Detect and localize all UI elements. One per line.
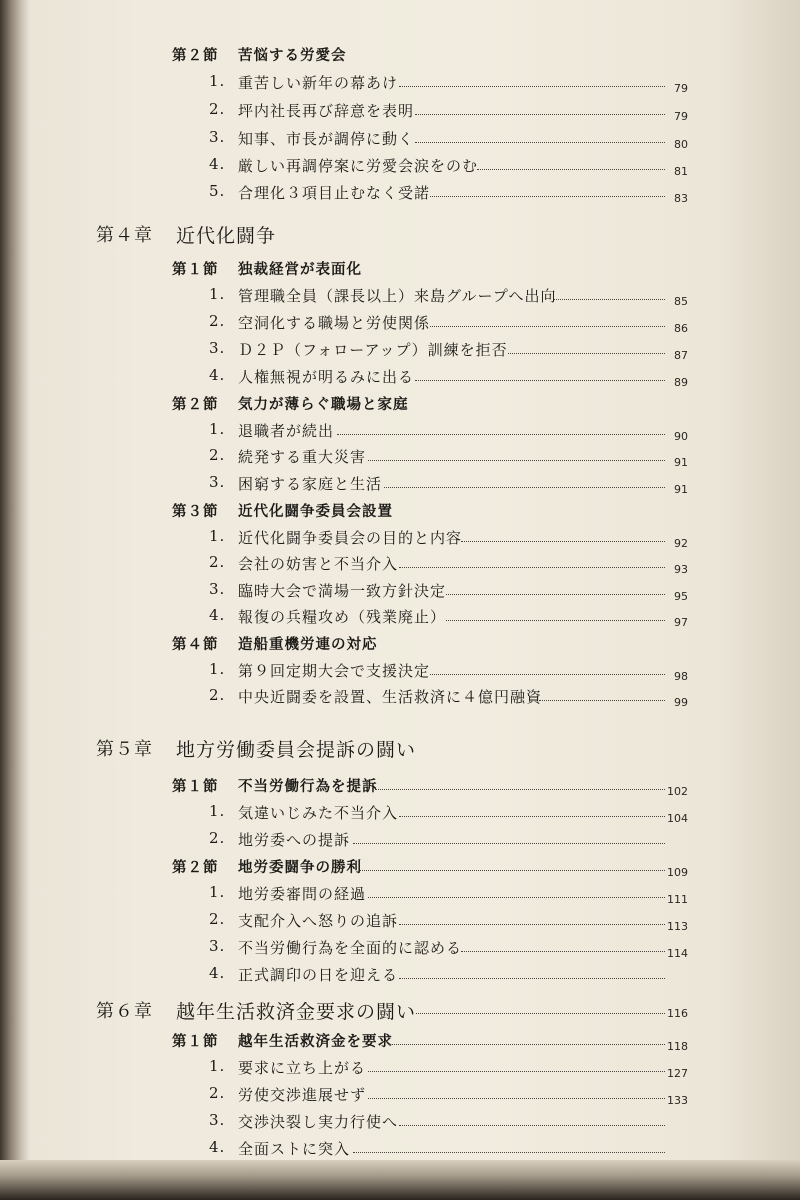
section-title: 不当労働行為を提訴 (238, 779, 378, 795)
item-title: 会社の妨害と不当介入 (238, 555, 399, 573)
page-number: 80 (674, 138, 688, 151)
toc-item (0, 829, 800, 855)
page-number: 81 (674, 165, 688, 178)
toc-item (0, 1084, 800, 1110)
page-number: 102 (667, 785, 688, 798)
item-number: 4. (209, 606, 226, 624)
section-title: 近代化闘争委員会設置 (238, 504, 393, 520)
section-title: 独裁経営が表面化 (238, 262, 362, 278)
item-number: 1. (209, 285, 226, 303)
item-title: 臨時大会で満場一致方針決定 (238, 582, 447, 600)
section-number: 第２節 (172, 48, 219, 64)
item-title: Ｄ２Ｐ（フォローアップ）訓練を拒否 (238, 341, 508, 359)
section-number: 第４節 (172, 637, 219, 653)
page-number: 86 (674, 322, 688, 335)
item-number: 3. (209, 580, 226, 598)
item-number: 1. (209, 420, 226, 438)
item-title: 困窮する家庭と生活 (238, 475, 383, 493)
toc-item (0, 686, 800, 712)
page-number: 95 (674, 590, 688, 603)
page-number: 97 (674, 616, 688, 629)
dot-leader (399, 1125, 665, 1126)
toc-item (0, 910, 800, 936)
toc-item (0, 446, 800, 472)
item-title: 報復の兵糧攻め（残業廃止） (238, 608, 447, 626)
dot-leader (384, 487, 665, 488)
dot-leader (389, 1044, 665, 1045)
page-number: 87 (674, 349, 688, 362)
item-title: 合理化３項目止むなく受諾 (238, 184, 431, 202)
toc-section (0, 633, 800, 659)
toc-section (0, 500, 800, 526)
item-number: 1. (209, 802, 226, 820)
toc-section (0, 775, 800, 801)
item-number: 3. (209, 128, 226, 146)
page-number: 92 (674, 537, 688, 550)
item-number: 4. (209, 155, 226, 173)
section-number: 第３節 (172, 504, 219, 520)
item-number: 2. (209, 686, 226, 704)
item-number: 2. (209, 312, 226, 330)
item-title: 不当労働行為を全面的に認める (238, 939, 463, 957)
dot-leader (368, 897, 665, 898)
page-number: 91 (674, 456, 688, 469)
item-number: 1. (209, 527, 226, 545)
toc-item (0, 72, 800, 98)
toc-section (0, 44, 800, 70)
section-number: 第１節 (172, 779, 219, 795)
item-title: 管理職全員（課長以上）来島グループへ出向 (238, 287, 557, 305)
item-title: 地労委への提訴 (238, 831, 351, 849)
toc-item (0, 473, 800, 499)
toc-section (0, 856, 800, 882)
item-title: 気違いじみた不当介入 (238, 804, 399, 822)
page-bottom-edge (0, 1160, 800, 1200)
toc-item (0, 312, 800, 338)
item-title: 第９回定期大会で支援決定 (238, 662, 431, 680)
item-number: 2. (209, 446, 226, 464)
page-number: 79 (674, 82, 688, 95)
item-title: 重苦しい新年の幕あけ (238, 74, 399, 92)
item-number: 2. (209, 553, 226, 571)
toc-item (0, 883, 800, 909)
item-number: 4. (209, 366, 226, 384)
chapter-number: 第６章 (96, 1001, 153, 1022)
toc-item (0, 802, 800, 828)
section-number: 第１節 (172, 1034, 219, 1050)
item-title: 要求に立ち上がる (238, 1059, 367, 1077)
dot-leader (353, 843, 665, 844)
toc-item (0, 580, 800, 606)
item-title: 交渉決裂し実力行使へ (238, 1113, 399, 1131)
section-title: 造船重機労連の対応 (238, 637, 378, 653)
item-title: 坪内社長再び辞意を表明 (238, 102, 415, 120)
toc-item (0, 964, 800, 990)
item-number: 2. (209, 100, 226, 118)
section-number: 第２節 (172, 397, 219, 413)
section-number: 第２節 (172, 860, 219, 876)
toc-item (0, 339, 800, 365)
page-number: 127 (667, 1067, 688, 1080)
dot-leader (399, 816, 665, 817)
toc-item (0, 1111, 800, 1137)
toc-item (0, 553, 800, 579)
toc-item (0, 182, 800, 208)
chapter-number: 第４章 (96, 225, 153, 246)
toc-item (0, 937, 800, 963)
item-title: 空洞化する職場と労使関係 (238, 314, 431, 332)
item-number: 1. (209, 660, 226, 678)
item-number: 3. (209, 339, 226, 357)
item-title: 近代化闘争委員会の目的と内容 (238, 529, 463, 547)
toc-item (0, 100, 800, 126)
toc-item (0, 420, 800, 446)
item-title: 支配介入へ怒りの追訴 (238, 912, 399, 930)
toc-chapter (0, 221, 800, 247)
item-title: 退職者が続出 (238, 422, 335, 440)
page-number: 109 (667, 866, 688, 879)
toc-section (0, 393, 800, 419)
toc-item (0, 1057, 800, 1083)
dot-leader (368, 1071, 665, 1072)
chapter-title: 地方労働委員会提訴の闘い (176, 739, 417, 761)
dot-leader (337, 434, 665, 435)
section-title: 地労委闘争の勝利 (238, 860, 362, 876)
item-number: 1. (209, 72, 226, 90)
dot-leader (368, 1098, 665, 1099)
item-title: 全面ストに突入 (238, 1140, 351, 1158)
page-number: 90 (674, 430, 688, 443)
page-number: 113 (667, 920, 688, 933)
page-number: 118 (667, 1040, 688, 1053)
page-number: 104 (667, 812, 688, 825)
page-number: 111 (667, 893, 688, 906)
chapter-number: 第５章 (96, 739, 153, 760)
page-number: 91 (674, 483, 688, 496)
toc-chapter (0, 997, 800, 1023)
dot-leader (375, 789, 665, 790)
dot-leader (399, 924, 665, 925)
dot-leader (368, 460, 665, 461)
toc-chapter (0, 735, 800, 761)
item-title: 厳しい再調停案に労愛会涙をのむ (238, 157, 479, 175)
toc-item (0, 366, 800, 392)
item-number: 4. (209, 964, 226, 982)
page-number: 89 (674, 376, 688, 389)
item-number: 3. (209, 1111, 226, 1129)
section-title: 越年生活救済金を要求 (238, 1034, 393, 1050)
page-number: 99 (674, 696, 688, 709)
page-number: 85 (674, 295, 688, 308)
page-number: 98 (674, 670, 688, 683)
toc-item (0, 606, 800, 632)
item-number: 4. (209, 1138, 226, 1156)
dot-leader (399, 978, 665, 979)
item-title: 正式調印の日を迎える (238, 966, 399, 984)
page-number: 116 (667, 1007, 688, 1020)
toc-item (0, 285, 800, 311)
item-title: 地労委審問の経過 (238, 885, 367, 903)
item-number: 5. (209, 182, 226, 200)
page-number: 93 (674, 563, 688, 576)
item-number: 1. (209, 1057, 226, 1075)
item-title: 人権無視が明るみに出る (238, 368, 415, 386)
toc-item (0, 527, 800, 553)
page-number: 83 (674, 192, 688, 205)
toc-item (0, 660, 800, 686)
item-title: 中央近闘委を設置、生活救済に４億円融資 (238, 688, 543, 706)
dot-leader (353, 1152, 665, 1153)
dot-leader (360, 870, 665, 871)
dot-leader (399, 567, 665, 568)
item-title: 続発する重大災害 (238, 448, 367, 466)
section-title: 苦悩する労愛会 (238, 48, 347, 64)
page-number: 133 (667, 1094, 688, 1107)
chapter-title: 近代化闘争 (176, 225, 277, 247)
dot-leader (399, 86, 665, 87)
page-number: 79 (674, 110, 688, 123)
item-number: 3. (209, 473, 226, 491)
item-number: 2. (209, 829, 226, 847)
section-number: 第１節 (172, 262, 219, 278)
toc-item (0, 128, 800, 154)
item-number: 1. (209, 883, 226, 901)
item-title: 労使交渉進展せず (238, 1086, 367, 1104)
toc-section (0, 1030, 800, 1056)
toc-item (0, 155, 800, 181)
item-number: 2. (209, 1084, 226, 1102)
item-number: 2. (209, 910, 226, 928)
section-title: 気力が薄らぐ職場と家庭 (238, 397, 409, 413)
chapter-title: 越年生活救済金要求の闘い (176, 1001, 417, 1023)
item-number: 3. (209, 937, 226, 955)
item-title: 知事、市長が調停に動く (238, 130, 415, 148)
page-number: 114 (667, 947, 688, 960)
toc-section (0, 258, 800, 284)
